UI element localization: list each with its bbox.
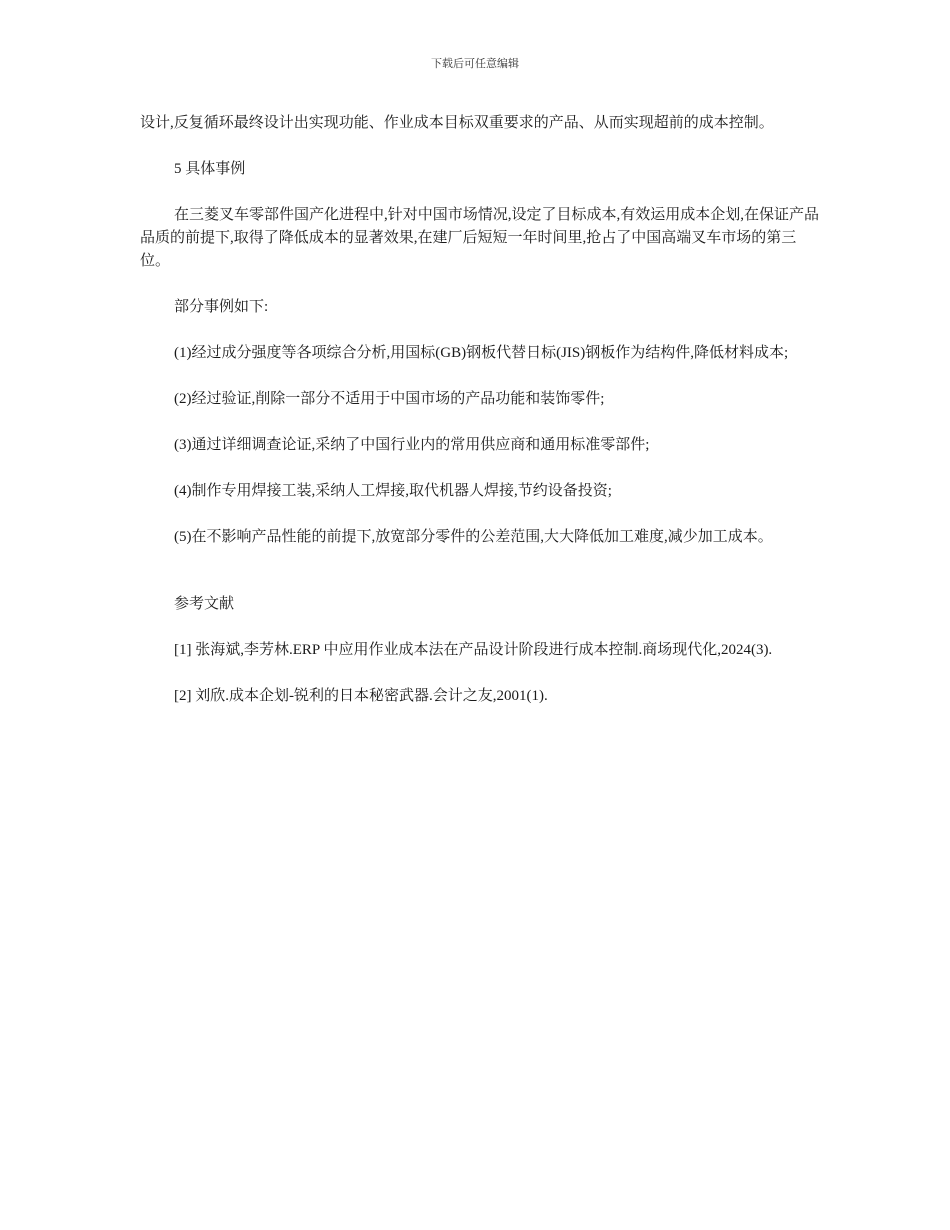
reference-item-2: [2] 刘欣.成本企划-锐利的日本秘密武器.会计之友,2001(1). [174, 688, 548, 704]
list-item-4: (4)制作专用焊接工装,采纳人工焊接,取代机器人焊接,节约设备投资; [174, 483, 612, 499]
list-item-5: (5)在不影响产品性能的前提下,放宽部分零件的公差范围,大大降低加工难度,减少加工成本。 [174, 529, 773, 545]
paragraph-continuation: 设计,反复循环最终设计出实现功能、作业成本目标双重要求的产品、从而实现超前的成本控制。 [140, 115, 774, 131]
references-heading: 参考文献 [174, 596, 235, 612]
list-item-1: (1)经过成分强度等各项综合分析,用国标(GB)钢板代替日标(JIS)钢板作为结构件,降低材料成本; [174, 345, 789, 361]
page-header: 下载后可任意编辑 [431, 57, 519, 70]
document-body [140, 112, 820, 731]
list-item-2: (2)经过验证,削除一部分不适用于中国市场的产品功能和装饰零件; [174, 391, 605, 407]
paragraph-examples-lead: 部分事例如下: [174, 299, 269, 315]
list-item-3: (3)通过详细调查论证,采纳了中国行业内的常用供应商和通用标准零部件; [174, 437, 650, 453]
section-heading: 5 具体事例 [174, 161, 246, 177]
reference-item-1: [1] 张海斌,李芳林.ERP 中应用作业成本法在产品设计阶段进行成本控制.商场现代化,2024(3). [174, 642, 773, 658]
paragraph-case-intro: 在三菱叉车零部件国产化进程中,针对中国市场情况,设定了目标成本,有效运用成本企划,在保证产品品质的前提下,取得了降低成本的显著效果,在建厂后短短一年时间里,抢占了中国高端叉车市场的第三位。 [140, 207, 820, 269]
